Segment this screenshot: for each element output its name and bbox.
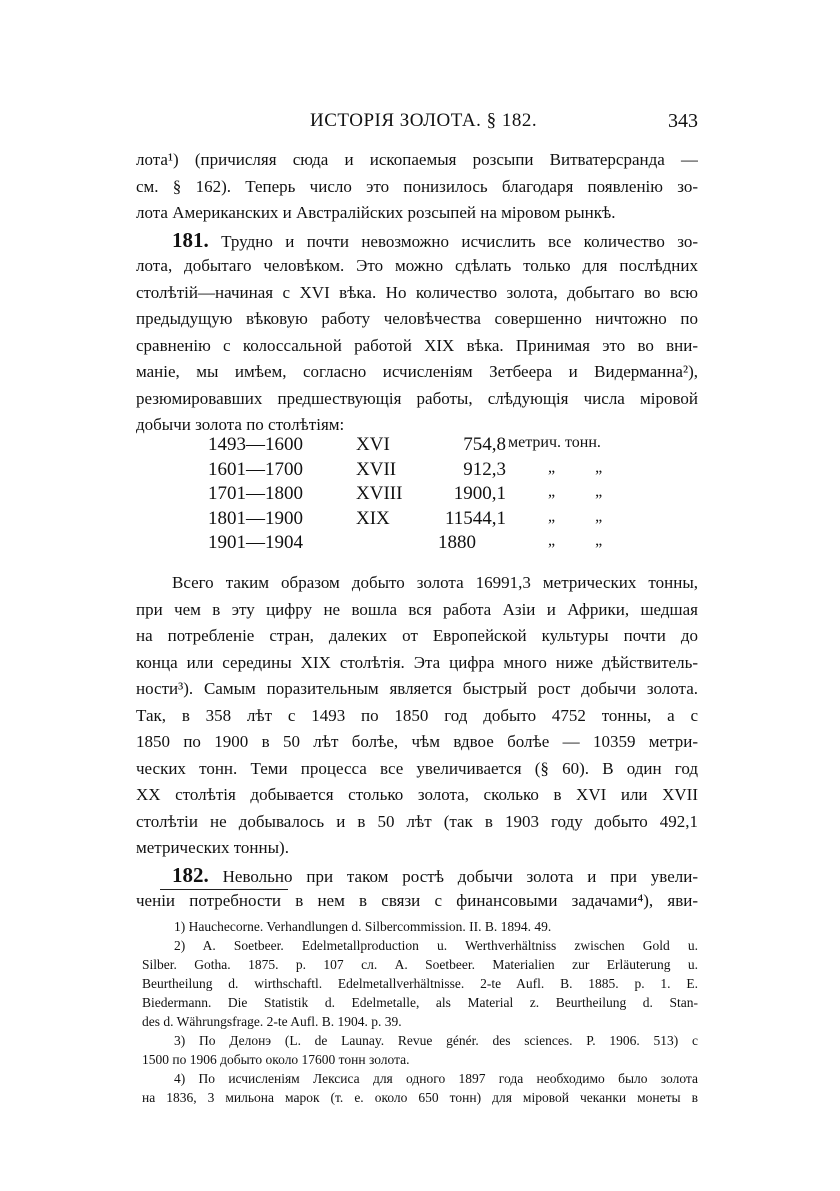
footnote-3 [142,1031,698,1069]
unit-cell: метрич. тонн. [508,434,601,451]
table-row [208,532,658,557]
footnote-2 [142,936,698,1031]
amount-cell: 754,8 [463,434,506,455]
century-cell: XVIII [356,483,403,504]
text-line: XX столѣтія добывается столько золота, сколько в XVI или XVII [136,785,698,804]
footnote-line: Biedermann. Die Statistik d. Edelmetalle, als Material z. Beurtheilung d. Stan- [142,995,698,1010]
text-line: добычи золота по столѣтіям: [136,415,345,434]
text-line: Так, в 358 лѣт с 1493 по 1850 год добыто 4752 тонны, а с [136,705,698,725]
footnote-1 [142,917,698,936]
text-line-content: Трудно и почти невозможно исчислить все количество зо- [221,231,698,251]
amount-cell: 11544,1 [444,507,506,529]
gold-production-table [208,434,658,557]
section-number: 182. [172,862,209,887]
main-text-top [136,147,698,439]
period-cell: 1493—1600 [208,434,303,455]
running-header [136,110,698,136]
unit-cell: „ „ [548,483,603,500]
table-row [208,434,658,459]
footnote-line: 1500 по 1906 добыто около 17600 тонн золота. [142,1052,410,1067]
section-number: 181. [172,227,209,252]
main-text-bottom [136,570,698,915]
section-182 [136,862,698,915]
text-line: лота Американских и Австралійских розсыпей на міровом рынкѣ. [136,203,616,222]
text-line: 1850 по 1900 в 50 лѣт болѣе, чѣм вдвое болѣе — 10359 метри- [136,732,698,751]
amount-cell: 912,3 [463,458,506,480]
text-line: лота¹) (причисляя сюда и ископаемыя розсыпи Витватерсранда — [136,150,698,169]
unit-cell: „ „ [548,507,603,525]
text-line: при чем в эту цифру не вошла вся работа Азіи и Африки, шедшая [136,599,698,619]
unit-cell: „ „ [548,458,603,476]
table-row [208,483,658,508]
text-line [136,227,698,254]
text-line: Всего таким образом добыто золота 16991,3 метрических тонны, [172,573,698,592]
footnote-line: 4) По исчисленіям Лексиса для одного 1897 года необходимо было золота [174,1071,698,1086]
text-line-content: Невольно при таком ростѣ добычи золота и при увели- [222,866,698,886]
amount-cell: 1900,1 [453,483,506,504]
footnote-line: 2) A. Soetbeer. Edelmetallproduction u. Werthverhältniss zwischen Gold u. [174,938,698,953]
footnote-4 [142,1069,698,1107]
text-line: маніе, мы имѣем, согласно исчисленіям Зетбеера и Видерманна²), [136,362,698,381]
footnote-separator [160,889,288,890]
table-row [208,459,658,484]
period-cell: 1801—1900 [208,507,303,529]
text-line: лота, добытаго человѣком. Это можно сдѣлать только для послѣдних [136,256,698,275]
section-181 [136,227,698,439]
footnote-line: 3) По Делонэ (L. de Launay. Revue génér. des sciences. P. 1906. 513) с [174,1033,698,1048]
text-line: ческих тонн. Теми процесса все увеличивается (§ 60). В один год [136,758,698,778]
text-line [136,862,698,889]
footnotes [142,917,698,1107]
century-cell: XVII [356,458,397,480]
period-cell: 1601—1700 [208,458,303,480]
text-line: на потребленіе стран, далеких от Европейской культуры почти до [136,626,698,645]
text-line: см. § 162). Теперь число это понизилось благодаря появленію зо- [136,176,698,196]
footnote-line: на 1836, 3 мильона марок (т. е. около 650 тонн) для міровой чеканки монеты в [142,1090,698,1105]
century-cell: XIX [356,507,390,529]
footnote-line: 1) Hauchecorne. Verhandlungen d. Silbercommission. II. B. 1894. 49. [174,919,552,934]
page-number: 343 [668,110,698,132]
amount-cell: 1880 [438,532,476,553]
period-cell: 1901—1904 [208,532,303,553]
table-row [208,508,658,533]
text-line: конца или середины XIX столѣтія. Эта цифра много ниже дѣйствитель- [136,652,698,672]
unit-cell: „ „ [548,532,603,549]
text-line: резюмировавших предшествующія работы, слѣдующія числа міровой [136,388,698,408]
text-line: ности³). Самым поразительным является быстрый рост добычи золота. [136,679,698,698]
running-title: ИСТОРІЯ ЗОЛОТА. § 182. [310,110,538,131]
text-line: сравненію с колоссальной работой XIX вѣка. Принимая это во вни- [136,335,698,355]
footnote-line: Silber. Gotha. 1875. p. 107 сл. A. Soetbeer. Materialien zur Erläuterung u. [142,957,698,972]
text-line: столѣтій—начиная с XVI вѣка. Но количество золота, добытаго во всю [136,282,698,302]
period-cell: 1701—1800 [208,483,303,504]
text-line: предыдущую вѣковую работу человѣчества совершенно ничтожно по [136,309,698,328]
paragraph-continued [136,147,698,227]
text-line: метрических тонны). [136,838,289,857]
footnote-line: Beurtheilung d. wirthschaftl. Edelmetallverhältnisse. 2-te Aufl. B. 1885. p. 1. E. [142,976,698,991]
text-line: ченіи потребности в нем в связи с финансовыми задачами⁴), яви- [136,891,698,910]
footnote-line: des d. Währungsfrage. 2-te Aufl. B. 1904. p. 39. [142,1014,402,1029]
text-line: столѣтіи не добывалось и в 50 лѣт (так в 1903 году добыто 492,1 [136,811,698,831]
paragraph-totals [136,570,698,862]
century-cell: XVI [356,434,390,455]
